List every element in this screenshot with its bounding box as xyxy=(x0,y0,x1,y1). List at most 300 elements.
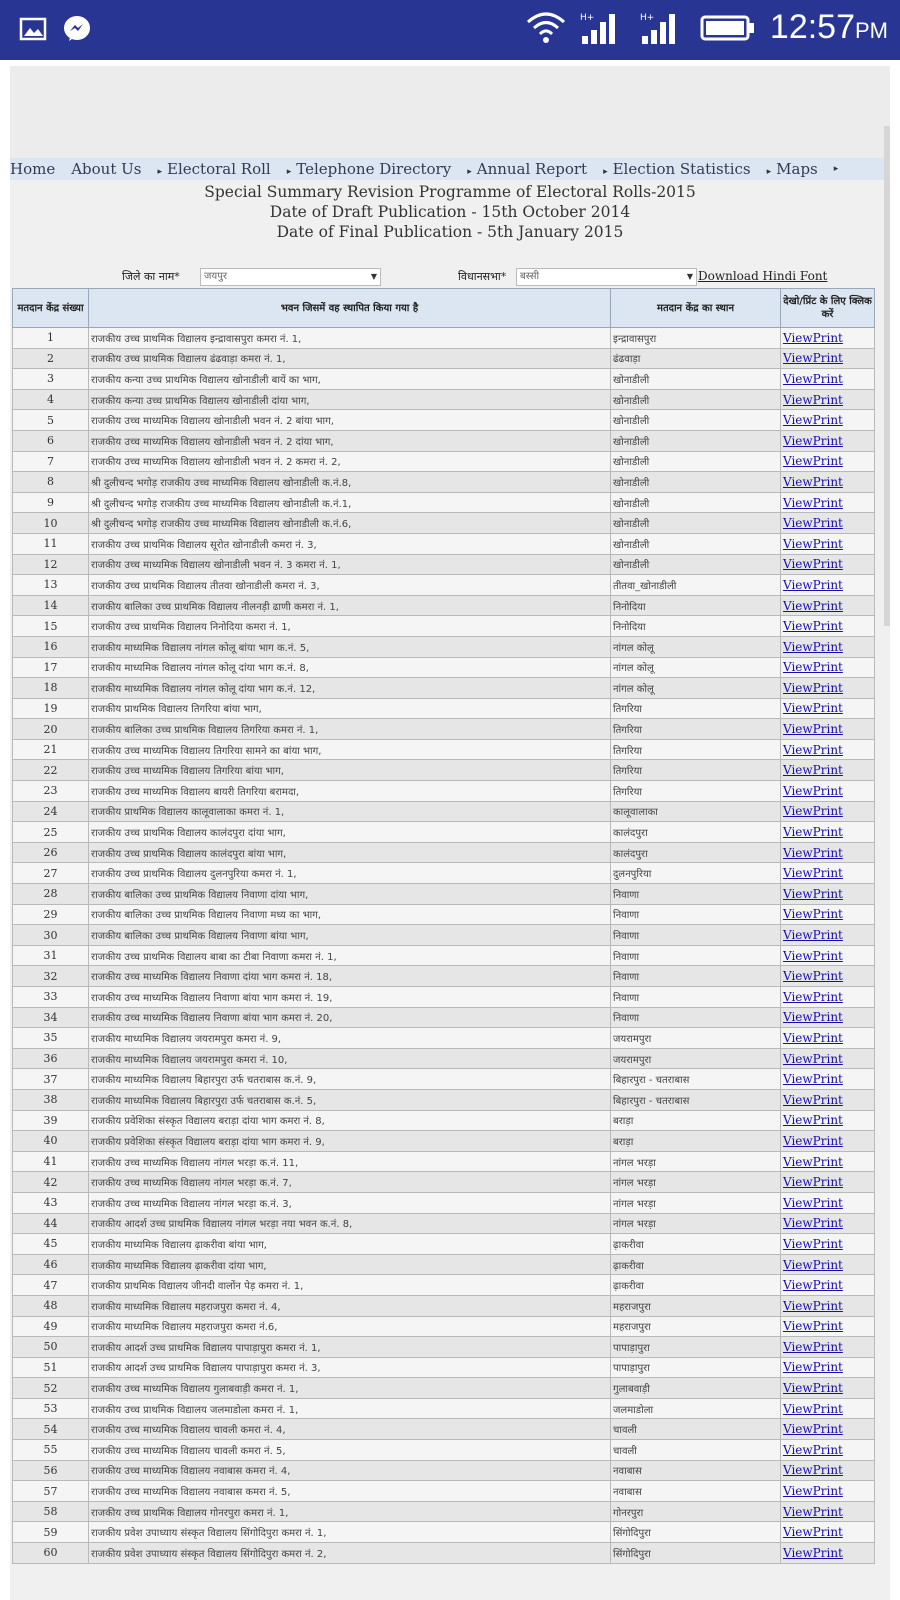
table-row xyxy=(13,389,875,410)
status-bar xyxy=(0,0,900,60)
table-row xyxy=(13,1151,875,1172)
table-row xyxy=(13,1378,875,1399)
station-number-cell: 50 xyxy=(13,1337,89,1358)
station-number-cell: 60 xyxy=(13,1543,89,1564)
table-row xyxy=(13,1110,875,1131)
view-print-link[interactable]: ViewPrint xyxy=(783,825,843,840)
building-cell: श्री दुलीचन्द भगोड़ राजकीय उच्च माध्यमिक विद्यालय खोनाडीली क.नं.1, xyxy=(89,492,611,513)
view-print-cell xyxy=(781,636,875,657)
location-cell: पापाड़ापुरा xyxy=(611,1337,781,1358)
table-row xyxy=(13,719,875,740)
building-cell: राजकीय बालिका उच्च प्राथमिक विद्यालय नीलनड़ी ढाणी कमरा नं. 1, xyxy=(89,595,611,616)
table-row xyxy=(13,533,875,554)
view-print-link[interactable]: ViewPrint xyxy=(783,1504,843,1519)
location-cell: कालंदपुरा xyxy=(611,822,781,843)
view-print-link[interactable]: ViewPrint xyxy=(783,1339,843,1354)
table-row xyxy=(13,1069,875,1090)
view-print-link[interactable]: ViewPrint xyxy=(783,433,843,448)
chevron-down-icon: ▼ xyxy=(370,272,377,281)
table-header-row xyxy=(13,289,875,328)
view-print-cell xyxy=(781,760,875,781)
view-print-cell xyxy=(781,451,875,472)
view-print-link[interactable]: ViewPrint xyxy=(783,392,843,407)
draft-date: Date of Draft Publication - 15th October 2014 xyxy=(269,203,631,221)
building-cell: राजकीय उच्च माध्यमिक विद्यालय निवाणा दांया भाग कमरा नं. 18, xyxy=(89,966,611,987)
table-row xyxy=(13,945,875,966)
location-cell: चावली xyxy=(611,1440,781,1461)
building-cell: राजकीय उच्च माध्यमिक विद्यालय गुलाबवाड़ी कमरा नं. 1, xyxy=(89,1378,611,1399)
messenger-icon xyxy=(62,14,92,44)
view-print-cell xyxy=(781,1522,875,1543)
bullet-icon: ▸ xyxy=(157,167,163,177)
view-print-link[interactable]: ViewPrint xyxy=(783,1113,843,1128)
view-print-cell xyxy=(781,904,875,925)
gallery-icon xyxy=(18,14,48,44)
table-row xyxy=(13,1028,875,1049)
station-number-cell: 16 xyxy=(13,636,89,657)
location-cell: कालंदपुरा xyxy=(611,842,781,863)
view-print-link[interactable]: ViewPrint xyxy=(783,1030,843,1045)
location-cell: तीतवा_खोनाडीली xyxy=(611,575,781,596)
location-cell: निवाणा xyxy=(611,904,781,925)
building-cell: राजकीय माध्यमिक विद्यालय ढ़ाकरीवा दांया भाग, xyxy=(89,1254,611,1275)
view-print-cell xyxy=(781,678,875,699)
table-row xyxy=(13,925,875,946)
building-cell: राजकीय कन्या उच्च प्राथमिक विद्यालय खोनाडीली बायें का भाग, xyxy=(89,369,611,390)
table-row xyxy=(13,451,875,472)
location-cell: गुलाबवाड़ी xyxy=(611,1378,781,1399)
table-row xyxy=(13,1501,875,1522)
view-print-cell xyxy=(781,1337,875,1358)
view-print-link[interactable]: ViewPrint xyxy=(783,1175,843,1190)
view-print-cell xyxy=(781,1234,875,1255)
view-print-link[interactable]: ViewPrint xyxy=(783,1051,843,1066)
location-cell: तिगरिया xyxy=(611,781,781,802)
view-print-cell xyxy=(781,945,875,966)
station-number-cell: 52 xyxy=(13,1378,89,1399)
view-print-cell xyxy=(781,1295,875,1316)
station-number-cell: 53 xyxy=(13,1398,89,1419)
location-cell: निवाणा xyxy=(611,884,781,905)
station-number-cell: 21 xyxy=(13,739,89,760)
view-print-cell xyxy=(781,719,875,740)
view-print-link[interactable]: ViewPrint xyxy=(783,1401,843,1416)
table-row xyxy=(13,616,875,637)
location-cell: दुलनपुरिया xyxy=(611,863,781,884)
view-print-link[interactable]: ViewPrint xyxy=(783,516,843,531)
view-print-link[interactable]: ViewPrint xyxy=(783,598,843,613)
location-cell: खोनाडीली xyxy=(611,369,781,390)
station-number-cell: 2 xyxy=(13,348,89,369)
svg-text:H+: H+ xyxy=(579,12,595,23)
station-number-cell: 22 xyxy=(13,760,89,781)
location-cell: कालूवालाका xyxy=(611,801,781,822)
location-cell: इन्द्रावासपुरा xyxy=(611,328,781,349)
location-cell: खोनाडीली xyxy=(611,430,781,451)
table-row xyxy=(13,1337,875,1358)
view-print-link[interactable]: ViewPrint xyxy=(783,1442,843,1457)
table-row xyxy=(13,842,875,863)
table-row xyxy=(13,1460,875,1481)
location-cell: निवाणा xyxy=(611,945,781,966)
view-print-cell xyxy=(781,781,875,802)
view-print-cell xyxy=(781,698,875,719)
building-cell: राजकीय उच्च प्राथमिक विद्यालय इन्द्रावासपुरा कमरा नं. 1, xyxy=(89,328,611,349)
station-number-cell: 10 xyxy=(13,513,89,534)
view-print-link[interactable]: ViewPrint xyxy=(783,680,843,695)
building-cell: राजकीय प्रवेश उपाध्याय संस्कृत विद्यालय सिंगोदिपुरा कमरा नं. 2, xyxy=(89,1543,611,1564)
constituency-select[interactable]: बस्सी ▼ xyxy=(516,268,697,286)
header-location: मतदान केंद्र का स्थान xyxy=(611,289,781,328)
table-row xyxy=(13,1481,875,1502)
view-print-link[interactable]: ViewPrint xyxy=(783,969,843,984)
view-print-link[interactable]: ViewPrint xyxy=(783,928,843,943)
view-print-link[interactable]: ViewPrint xyxy=(783,474,843,489)
location-cell: नांगल भरड़ा xyxy=(611,1192,781,1213)
view-print-cell xyxy=(781,328,875,349)
station-number-cell: 18 xyxy=(13,678,89,699)
location-cell: बराड़ा xyxy=(611,1131,781,1152)
station-number-cell: 3 xyxy=(13,369,89,390)
table-row xyxy=(13,1007,875,1028)
location-cell: नांगल भरड़ा xyxy=(611,1213,781,1234)
station-number-cell: 25 xyxy=(13,822,89,843)
table-row xyxy=(13,781,875,802)
building-cell: राजकीय उच्च प्राथमिक विद्यालय ढंढवाड़ा कमरा नं. 1, xyxy=(89,348,611,369)
view-print-link[interactable]: ViewPrint xyxy=(783,454,843,469)
view-print-cell xyxy=(781,1254,875,1275)
station-number-cell: 49 xyxy=(13,1316,89,1337)
location-cell: ढ़ाकरीवा xyxy=(611,1234,781,1255)
station-number-cell: 27 xyxy=(13,863,89,884)
building-cell: राजकीय माध्यमिक विद्यालय महराजपुरा कमरा नं. 4, xyxy=(89,1295,611,1316)
table-row xyxy=(13,1522,875,1543)
table-row xyxy=(13,739,875,760)
station-number-cell: 29 xyxy=(13,904,89,925)
nav-item-telephone-directory[interactable]: ▸ Telephone Directory xyxy=(286,160,452,178)
location-cell: नांगल कोलू xyxy=(611,657,781,678)
bullet-icon: ▸ xyxy=(286,167,292,177)
signal-icon xyxy=(580,10,626,46)
view-print-link[interactable]: ViewPrint xyxy=(783,907,843,922)
station-number-cell: 48 xyxy=(13,1295,89,1316)
building-cell: राजकीय उच्च प्राथमिक विद्यालय बाबा का टीबा निवाणा कमरा नं. 1, xyxy=(89,945,611,966)
view-print-link[interactable]: ViewPrint xyxy=(783,413,843,428)
view-print-cell xyxy=(781,1398,875,1419)
location-cell: बिहारपुरा - चतराबास xyxy=(611,1089,781,1110)
view-print-link[interactable]: ViewPrint xyxy=(783,1525,843,1540)
location-cell: निवाणा xyxy=(611,925,781,946)
location-cell: खोनाडीली xyxy=(611,554,781,575)
view-print-link[interactable]: ViewPrint xyxy=(783,1072,843,1087)
view-print-link[interactable]: ViewPrint xyxy=(783,1422,843,1437)
view-print-cell xyxy=(781,842,875,863)
view-print-cell xyxy=(781,1089,875,1110)
view-print-cell xyxy=(781,575,875,596)
table-row xyxy=(13,1131,875,1152)
table-row xyxy=(13,966,875,987)
header-building: भवन जिसमें वह स्थापित किया गया है xyxy=(89,289,611,328)
location-cell: निनोदिया xyxy=(611,595,781,616)
view-print-link[interactable]: ViewPrint xyxy=(783,619,843,634)
station-number-cell: 36 xyxy=(13,1048,89,1069)
location-cell: खोनाडीली xyxy=(611,533,781,554)
building-cell: राजकीय प्रवेश उपाध्याय संस्कृत विद्यालय सिंगोदिपुरा कमरा नं. 1, xyxy=(89,1522,611,1543)
building-cell: राजकीय उच्च माध्यमिक विद्यालय नवाबास कमरा नं. 4, xyxy=(89,1460,611,1481)
building-cell: राजकीय उच्च प्राथमिक विद्यालय दुलनपुरिया कमरा नं. 1, xyxy=(89,863,611,884)
view-print-link[interactable]: ViewPrint xyxy=(783,1381,843,1396)
building-cell: श्री दुलीचन्द भगोड़ राजकीय उच्च माध्यमिक विद्यालय खोनाडीली क.नं.8, xyxy=(89,472,611,493)
station-number-cell: 5 xyxy=(13,410,89,431)
table-row xyxy=(13,1398,875,1419)
table-row xyxy=(13,1192,875,1213)
location-cell: चावली xyxy=(611,1419,781,1440)
table-row xyxy=(13,410,875,431)
building-cell: राजकीय उच्च माध्यमिक विद्यालय तिगरिया बांया भाग, xyxy=(89,760,611,781)
view-print-cell xyxy=(781,966,875,987)
table-row xyxy=(13,554,875,575)
nav-item-maps[interactable]: ▸ Maps xyxy=(766,160,818,178)
station-number-cell: 38 xyxy=(13,1089,89,1110)
table-row xyxy=(13,472,875,493)
building-cell: राजकीय आदर्श उच्च प्राथमिक विद्यालय पापाड़ापुरा कमरा नं. 3, xyxy=(89,1357,611,1378)
battery-icon xyxy=(700,13,756,43)
view-print-link[interactable]: ViewPrint xyxy=(783,701,843,716)
view-print-cell xyxy=(781,863,875,884)
building-cell: राजकीय प्राथमिक विद्यालय तिगरिया बांया भाग, xyxy=(89,698,611,719)
view-print-link[interactable]: ViewPrint xyxy=(783,660,843,675)
view-print-cell xyxy=(781,1440,875,1461)
table-row xyxy=(13,863,875,884)
table-row xyxy=(13,328,875,349)
location-cell: तिगरिया xyxy=(611,739,781,760)
view-print-link[interactable]: ViewPrint xyxy=(783,763,843,778)
table-row xyxy=(13,369,875,390)
location-cell: जलमाडोला xyxy=(611,1398,781,1419)
building-cell: राजकीय उच्च माध्यमिक विद्यालय नांगल भरड़ा क.नं. 11, xyxy=(89,1151,611,1172)
station-number-cell: 24 xyxy=(13,801,89,822)
station-number-cell: 9 xyxy=(13,492,89,513)
view-print-cell xyxy=(781,1357,875,1378)
view-print-link[interactable]: ViewPrint xyxy=(783,1484,843,1499)
nav-item-annual-report[interactable]: ▸ Annual Report xyxy=(467,160,588,178)
view-print-link[interactable]: ViewPrint xyxy=(783,1195,843,1210)
table-row xyxy=(13,1295,875,1316)
view-print-cell xyxy=(781,430,875,451)
view-print-link[interactable]: ViewPrint xyxy=(783,886,843,901)
table-row xyxy=(13,1275,875,1296)
location-cell: निवाणा xyxy=(611,987,781,1008)
view-print-link[interactable]: ViewPrint xyxy=(783,1319,843,1334)
table-row xyxy=(13,513,875,534)
view-print-link[interactable]: ViewPrint xyxy=(783,845,843,860)
header-station-number: मतदान केंद्र संख्या xyxy=(13,289,89,328)
location-cell: खोनाडीली xyxy=(611,389,781,410)
building-cell: राजकीय उच्च माध्यमिक विद्यालय चावली कमरा नं. 5, xyxy=(89,1440,611,1461)
station-number-cell: 42 xyxy=(13,1172,89,1193)
view-print-link[interactable]: ViewPrint xyxy=(783,948,843,963)
table-row xyxy=(13,657,875,678)
bullet-icon: ▸ xyxy=(833,164,839,174)
nav-item-electoral-roll[interactable]: ▸ Electoral Roll xyxy=(157,160,271,178)
view-print-link[interactable]: ViewPrint xyxy=(783,866,843,881)
view-print-link[interactable]: ViewPrint xyxy=(783,1133,843,1148)
building-cell: राजकीय माध्यमिक विद्यालय महराजपुरा कमरा नं.6, xyxy=(89,1316,611,1337)
view-print-link[interactable]: ViewPrint xyxy=(783,1463,843,1478)
view-print-link[interactable]: ViewPrint xyxy=(783,1154,843,1169)
building-cell: राजकीय उच्च प्राथमिक विद्यालय सूरोत खोनाडीली कमरा नं. 3, xyxy=(89,533,611,554)
view-print-link[interactable]: ViewPrint xyxy=(783,1545,843,1560)
station-number-cell: 28 xyxy=(13,884,89,905)
location-cell: खोनाडीली xyxy=(611,513,781,534)
location-cell: महराजपुरा xyxy=(611,1295,781,1316)
view-print-link[interactable]: ViewPrint xyxy=(783,783,843,798)
table-row xyxy=(13,1089,875,1110)
view-print-cell xyxy=(781,1501,875,1522)
view-print-cell xyxy=(781,554,875,575)
building-cell: राजकीय माध्यमिक विद्यालय नांगल कोलू बांया भाग क.नं. 5, xyxy=(89,636,611,657)
view-print-cell xyxy=(781,1481,875,1502)
location-cell: महराजपुरा xyxy=(611,1316,781,1337)
building-cell: राजकीय कन्या उच्च प्राथमिक विद्यालय खोनाडीली दांया भाग, xyxy=(89,389,611,410)
location-cell: ढंढवाड़ा xyxy=(611,348,781,369)
view-print-link[interactable]: ViewPrint xyxy=(783,1278,843,1293)
station-number-cell: 20 xyxy=(13,719,89,740)
view-print-cell xyxy=(781,348,875,369)
building-cell: राजकीय प्रवेशिका संस्कृत विद्यालय बराड़ा दांया भाग कमरा नं. 9, xyxy=(89,1131,611,1152)
view-print-link[interactable]: ViewPrint xyxy=(783,495,843,510)
location-cell: नांगल कोलू xyxy=(611,678,781,699)
view-print-link[interactable]: ViewPrint xyxy=(783,804,843,819)
view-print-link[interactable]: ViewPrint xyxy=(783,1092,843,1107)
table-row xyxy=(13,492,875,513)
building-cell: राजकीय माध्यमिक विद्यालय ढ़ाकरीवा बांया भाग, xyxy=(89,1234,611,1255)
building-cell: राजकीय बालिका उच्च प्राथमिक विद्यालय निवाणा बांया भाग, xyxy=(89,925,611,946)
station-number-cell: 8 xyxy=(13,472,89,493)
view-print-link[interactable]: ViewPrint xyxy=(783,371,843,386)
building-cell: राजकीय माध्यमिक विद्यालय जयरामपुरा कमरा नं. 9, xyxy=(89,1028,611,1049)
building-cell: राजकीय उच्च प्राथमिक विद्यालय गोनरपुरा कमरा नं. 1, xyxy=(89,1501,611,1522)
table-row xyxy=(13,636,875,657)
station-number-cell: 13 xyxy=(13,575,89,596)
station-number-cell: 40 xyxy=(13,1131,89,1152)
download-hindi-font-link[interactable]: Download Hindi Font xyxy=(698,269,828,283)
building-cell: राजकीय माध्यमिक विद्यालय नांगल कोलू दांया भाग क.नं. 8, xyxy=(89,657,611,678)
building-cell: राजकीय उच्च माध्यमिक विद्यालय नांगल भरड़ा क.नं. 7, xyxy=(89,1172,611,1193)
svg-text:H+: H+ xyxy=(639,12,655,23)
scrollbar-thumb[interactable] xyxy=(884,126,890,626)
station-number-cell: 33 xyxy=(13,987,89,1008)
building-cell: राजकीय उच्च माध्यमिक विद्यालय खोनाडीली भवन नं. 2 दांया भाग, xyxy=(89,430,611,451)
table-row xyxy=(13,1440,875,1461)
view-print-cell xyxy=(781,925,875,946)
district-select[interactable]: जयपुर ▼ xyxy=(200,268,381,286)
station-number-cell: 14 xyxy=(13,595,89,616)
nav-item-election-statistics[interactable]: ▸ Election Statistics xyxy=(603,160,751,178)
station-number-cell: 43 xyxy=(13,1192,89,1213)
building-cell: राजकीय उच्च माध्यमिक विद्यालय नांगल भरड़ा क.नं. 3, xyxy=(89,1192,611,1213)
view-print-link[interactable]: ViewPrint xyxy=(783,536,843,551)
view-print-link[interactable]: ViewPrint xyxy=(783,1257,843,1272)
view-print-link[interactable]: ViewPrint xyxy=(783,722,843,737)
station-number-cell: 11 xyxy=(13,533,89,554)
view-print-link[interactable]: ViewPrint xyxy=(783,1216,843,1231)
station-number-cell: 56 xyxy=(13,1460,89,1481)
station-number-cell: 19 xyxy=(13,698,89,719)
view-print-link[interactable]: ViewPrint xyxy=(783,577,843,592)
building-cell: श्री दुलीचन्द भगोड़ राजकीय उच्च माध्यमिक विद्यालय खोनाडीली क.नं.6, xyxy=(89,513,611,534)
location-cell: सिंगोदिपुरा xyxy=(611,1522,781,1543)
view-print-cell xyxy=(781,739,875,760)
filter-row xyxy=(10,265,890,287)
station-number-cell: 34 xyxy=(13,1007,89,1028)
table-row xyxy=(13,678,875,699)
view-print-link[interactable]: ViewPrint xyxy=(783,1236,843,1251)
chevron-down-icon: ▼ xyxy=(686,272,693,281)
district-label: जिले का नाम* xyxy=(122,270,180,283)
nav-item-about-us[interactable]: About Us xyxy=(71,160,142,178)
view-print-link[interactable]: ViewPrint xyxy=(783,351,843,366)
location-cell: गोनरपुरा xyxy=(611,1501,781,1522)
nav-item-home[interactable]: Home xyxy=(10,160,56,178)
view-print-link[interactable]: ViewPrint xyxy=(783,1360,843,1375)
station-number-cell: 4 xyxy=(13,389,89,410)
view-print-link[interactable]: ViewPrint xyxy=(783,1010,843,1025)
view-print-cell xyxy=(781,1192,875,1213)
view-print-link[interactable]: ViewPrint xyxy=(783,989,843,1004)
table-row xyxy=(13,1357,875,1378)
location-cell: पापाड़ापुरा xyxy=(611,1357,781,1378)
bullet-icon: ▸ xyxy=(766,167,772,177)
location-cell: खोनाडीली xyxy=(611,472,781,493)
table-row xyxy=(13,1419,875,1440)
location-cell: निवाणा xyxy=(611,966,781,987)
view-print-link[interactable]: ViewPrint xyxy=(783,557,843,572)
view-print-cell xyxy=(781,389,875,410)
station-number-cell: 26 xyxy=(13,842,89,863)
clock: 12:57PM xyxy=(769,8,888,46)
station-number-cell: 37 xyxy=(13,1069,89,1090)
station-number-cell: 7 xyxy=(13,451,89,472)
view-print-cell xyxy=(781,987,875,1008)
station-number-cell: 35 xyxy=(13,1028,89,1049)
view-print-link[interactable]: ViewPrint xyxy=(783,330,843,345)
view-print-cell xyxy=(781,595,875,616)
table-row xyxy=(13,1316,875,1337)
location-cell: जयरामपुरा xyxy=(611,1028,781,1049)
view-print-link[interactable]: ViewPrint xyxy=(783,1298,843,1313)
view-print-cell xyxy=(781,884,875,905)
view-print-link[interactable]: ViewPrint xyxy=(783,639,843,654)
location-cell: नवाबास xyxy=(611,1481,781,1502)
building-cell: राजकीय उच्च प्राथमिक विद्यालय कालंदपुरा दांया भाग, xyxy=(89,822,611,843)
view-print-cell xyxy=(781,1316,875,1337)
view-print-link[interactable]: ViewPrint xyxy=(783,742,843,757)
table-row xyxy=(13,348,875,369)
view-print-cell xyxy=(781,1419,875,1440)
table-row xyxy=(13,904,875,925)
station-number-cell: 47 xyxy=(13,1275,89,1296)
location-cell: ढ़ाकरीवा xyxy=(611,1254,781,1275)
location-cell: ढ़ाकरीवा xyxy=(611,1275,781,1296)
building-cell: राजकीय उच्च माध्यमिक विद्यालय खोनाडीली भवन नं. 2 कमरा नं. 2, xyxy=(89,451,611,472)
building-cell: राजकीय प्राथमिक विद्यालय कालूवालाका कमरा नं. 1, xyxy=(89,801,611,822)
building-cell: राजकीय आदर्श उच्च प्राथमिक विद्यालय नांगल भरड़ा नया भवन क.नं. 8, xyxy=(89,1213,611,1234)
location-cell: खोनाडीली xyxy=(611,451,781,472)
location-cell: सिंगोदिपुरा xyxy=(611,1543,781,1564)
building-cell: राजकीय माध्यमिक विद्यालय नांगल कोलू दांया भाग क.नं. 12, xyxy=(89,678,611,699)
location-cell: खोनाडीली xyxy=(611,410,781,431)
